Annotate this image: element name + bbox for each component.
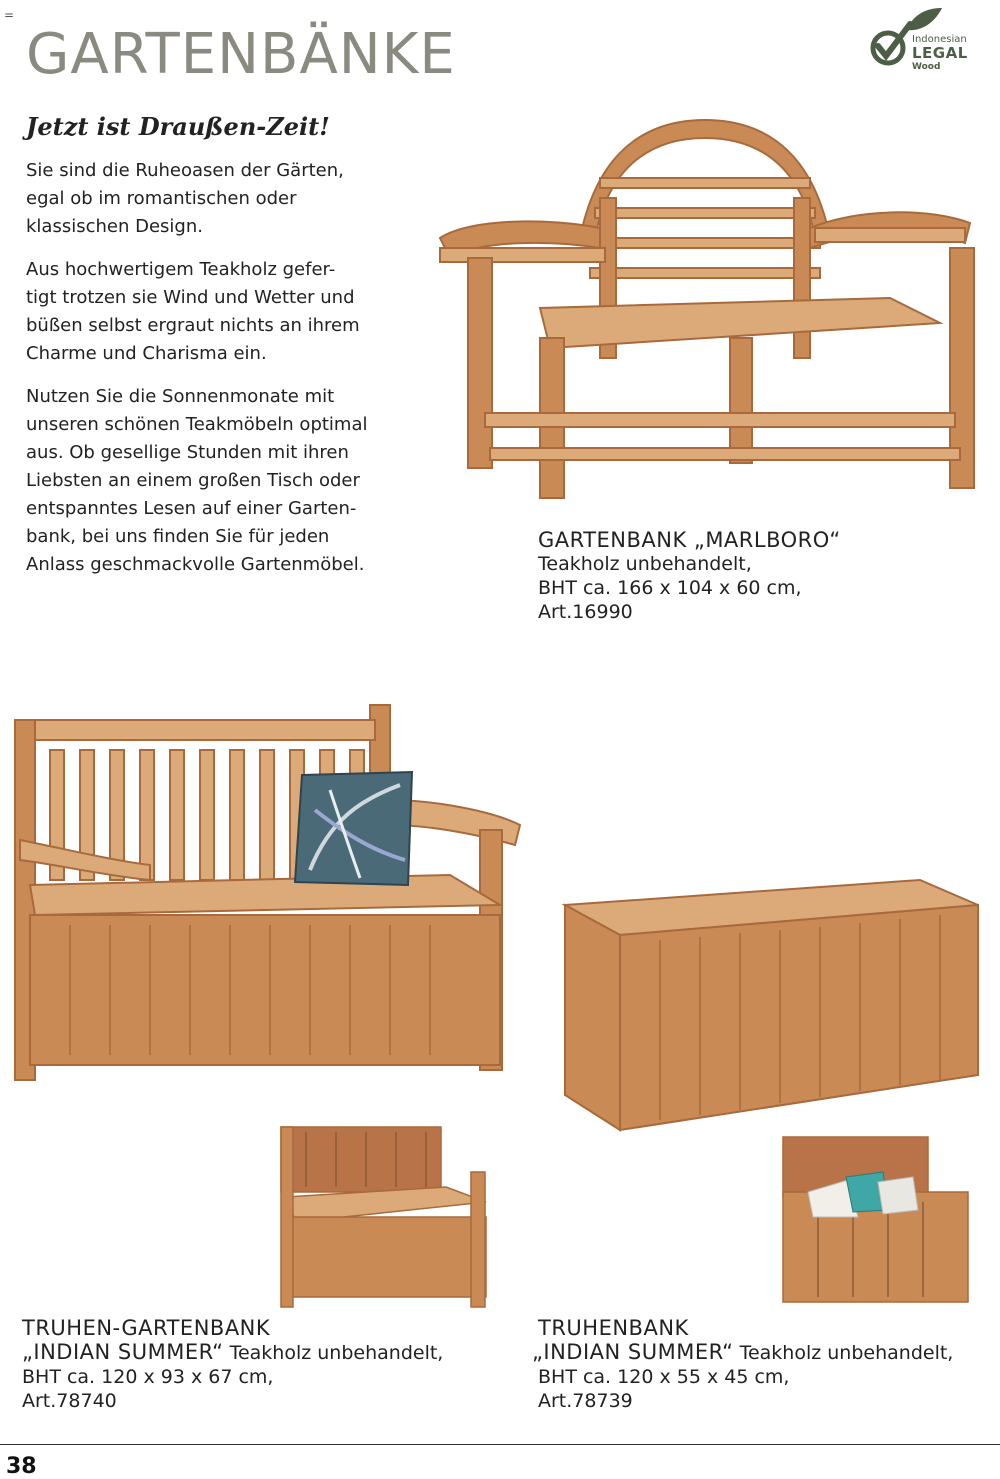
text-line: Nutzen Sie die Sonnenmonate mit (26, 386, 335, 407)
intro-paragraph-2 (26, 256, 406, 368)
product-caption-truhen-gartenbank (22, 1316, 443, 1413)
text-line: egal ob im romantischen oder (26, 188, 297, 209)
product-name: TRUHEN-GARTENBANK (22, 1316, 271, 1340)
page-title: GARTENBÄNKE (26, 22, 456, 87)
product-name: TRUHENBANK (538, 1316, 689, 1340)
corner-mark: = (4, 8, 15, 22)
product-material: Teakholz unbehandelt, (739, 1342, 954, 1364)
text-line: Charme und Charisma ein. (26, 343, 267, 364)
storage-box-image (560, 875, 990, 1135)
marlboro-bench-image (430, 118, 1000, 508)
product-material: Teakholz unbehandelt, (229, 1342, 444, 1364)
storage-box-small-image (778, 1132, 973, 1307)
intro-paragraph-1 (26, 157, 406, 241)
product-material: Teakholz unbehandelt, (538, 553, 752, 575)
product-dimensions: BHT ca. 120 x 93 x 67 cm, (22, 1366, 274, 1388)
text-line: Anlass geschmackvolle Gartenmöbel. (26, 554, 365, 575)
text-line: Sie sind die Ruheoasen der Gärten, (26, 160, 344, 181)
legal-wood-logo (866, 4, 1000, 74)
product-caption-marlboro (538, 528, 841, 624)
logo-line-2: LEGAL (912, 44, 968, 62)
text-line: klassischen Design. (26, 216, 203, 237)
text-line: bank, bei uns finden Sie für jeden (26, 526, 330, 547)
cushion (878, 1177, 918, 1214)
product-dimensions: BHT ca. 166 x 104 x 60 cm, (538, 577, 802, 599)
intro-paragraph-3 (26, 383, 406, 579)
product-article: Art.78739 (538, 1390, 633, 1412)
logo-line-1: Indonesian (912, 34, 967, 45)
storage-bench-small-image (276, 1122, 496, 1312)
text-line: entspanntes Lesen auf einer Garten- (26, 498, 357, 519)
product-article: Art.16990 (538, 601, 633, 623)
product-name: GARTENBANK „MARLBORO“ (538, 528, 841, 552)
product-dimensions: BHT ca. 120 x 55 x 45 cm, (538, 1366, 790, 1388)
text-line: unseren schönen Teakmöbeln optimal (26, 414, 368, 435)
text-line: tigt trotzen sie Wind und Wetter und (26, 287, 355, 308)
text-line: büßen selbst ergraut nichts an ihrem (26, 315, 360, 336)
page-number: 38 (6, 1454, 37, 1479)
footer-divider (0, 1444, 1000, 1445)
logo-line-3: Wood (912, 62, 941, 72)
cushion (295, 772, 412, 885)
product-subname: „INDIAN SUMMER“ (22, 1340, 224, 1364)
tagline: Jetzt ist Draußen-Zeit! (26, 112, 330, 141)
storage-bench-image (10, 700, 530, 1090)
text-line: aus. Ob gesellige Stunden mit ihren (26, 442, 349, 463)
text-line: Liebsten an einem großen Tisch oder (26, 470, 360, 491)
text-line: Aus hochwertigem Teakholz gefer- (26, 259, 336, 280)
product-caption-truhenbank (532, 1316, 953, 1413)
product-article: Art.78740 (22, 1390, 117, 1412)
product-subname: „INDIAN SUMMER“ (532, 1340, 734, 1364)
